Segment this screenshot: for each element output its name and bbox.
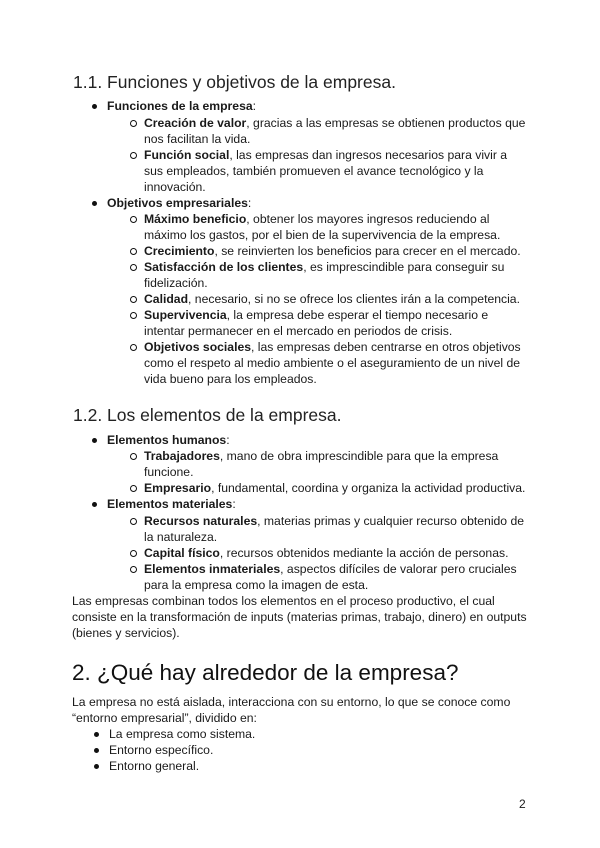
objetivos-item-sociales bbox=[144, 339, 521, 355]
item-text: , obtener los mayores ingresos reduciendo al bbox=[246, 212, 490, 226]
item-continuation: fidelización. bbox=[144, 276, 208, 290]
item-term: Calidad bbox=[144, 292, 189, 306]
item-continuation: máximo los gastos, por el bien de la supervivencia de la empresa. bbox=[144, 228, 501, 242]
item-continuation: como el respeto al medio ambiente o el aseguramiento de un nivel de bbox=[144, 356, 521, 370]
item-text: , la empresa debe esperar el tiempo necesario e bbox=[226, 308, 489, 322]
intro-paragraph-line: “entorno empresarial”, dividido en: bbox=[72, 711, 257, 725]
summary-paragraph-line: (bienes y servicios). bbox=[72, 626, 180, 640]
funciones-label: Funciones de la empresa bbox=[107, 99, 253, 113]
page-number: 2 bbox=[519, 797, 526, 811]
item-term: Objetivos sociales bbox=[144, 340, 252, 354]
item-term: Máximo beneficio bbox=[144, 212, 247, 226]
item-text: , mano de obra imprescindible para que la empresa bbox=[219, 449, 499, 463]
funciones-item-creacion bbox=[144, 115, 525, 131]
item-text: , gracias a las empresas se obtienen productos que bbox=[246, 116, 526, 130]
item-term: Función social bbox=[144, 148, 230, 162]
item-text: , fundamental, coordina y organiza la actividad productiva. bbox=[211, 481, 526, 495]
entorno-list-item: Entorno específico. bbox=[109, 743, 214, 757]
humanos-label: Elementos humanos bbox=[107, 433, 227, 447]
item-text: , se reinvierten los beneficios para crecer en el mercado. bbox=[214, 244, 521, 258]
objetivos-item-satisfaccion bbox=[144, 259, 504, 275]
item-term: Trabajadores bbox=[144, 449, 220, 463]
summary-paragraph-line: Las empresas combinan todos los elementos en el proceso productivo, el cual bbox=[72, 594, 495, 608]
item-term: Creación de valor bbox=[144, 116, 247, 130]
item-text: , las empresas dan ingresos necesarios para vivir a bbox=[229, 148, 508, 162]
entorno-list-item: La empresa como sistema. bbox=[109, 727, 256, 741]
item-term: Supervivencia bbox=[144, 308, 227, 322]
entorno-list-item: Entorno general. bbox=[109, 759, 200, 773]
objetivos-label: Objetivos empresariales bbox=[107, 196, 248, 210]
section-1-1-heading: 1.1. Funciones y objetivos de la empresa. bbox=[73, 72, 396, 92]
item-term: Satisfacción de los clientes bbox=[144, 260, 304, 274]
objetivos-item-supervivencia bbox=[144, 307, 488, 323]
item-term: Elementos inmateriales bbox=[144, 562, 281, 576]
funciones-item-social bbox=[144, 147, 507, 163]
objetivos-item-calidad bbox=[144, 291, 520, 307]
objetivos-bullet: Objetivos empresariales: bbox=[107, 196, 252, 210]
item-term: Recursos naturales bbox=[144, 514, 258, 528]
humanos-item-trabajadores bbox=[144, 448, 498, 464]
objetivos-item-maximo bbox=[144, 211, 489, 227]
item-continuation: funcione. bbox=[144, 465, 194, 479]
summary-paragraph-line: consiste en la transformación de inputs (materias primas, trabajo, dinero) en outputs bbox=[72, 610, 527, 624]
materiales-bullet: Elementos materiales: bbox=[107, 497, 236, 511]
humanos-bullet: Elementos humanos: bbox=[107, 433, 230, 447]
humanos-item-empresario bbox=[144, 480, 525, 496]
materiales-item-capital bbox=[144, 545, 508, 561]
materiales-label: Elementos materiales bbox=[107, 497, 233, 511]
materiales-item-recursos bbox=[144, 513, 524, 529]
item-term: Crecimiento bbox=[144, 244, 215, 258]
item-text: , es imprescindible para conseguir su bbox=[303, 260, 505, 274]
item-continuation: innovación. bbox=[144, 180, 206, 194]
objetivos-item-crecimiento bbox=[144, 243, 521, 259]
item-continuation: la naturaleza. bbox=[144, 530, 218, 544]
section-1-2-heading: 1.2. Los elementos de la empresa. bbox=[73, 405, 342, 425]
item-term: Capital físico bbox=[144, 546, 220, 560]
section-2-heading: 2. ¿Qué hay alrededor de la empresa? bbox=[72, 660, 459, 685]
item-text: , recursos obtenidos mediante la acción de personas. bbox=[219, 546, 509, 560]
item-continuation: nos facilitan la vida. bbox=[144, 132, 251, 146]
intro-paragraph-line: La empresa no está aislada, interacciona con su entorno, lo que se conoce como bbox=[72, 695, 511, 709]
materiales-item-inmateriales bbox=[144, 561, 517, 577]
funciones-bullet: Funciones de la empresa: bbox=[107, 99, 257, 113]
item-text: , las empresas deben centrarse en otros objetivos bbox=[251, 340, 521, 354]
item-text: , aspectos difíciles de valorar pero cruciales bbox=[280, 562, 517, 576]
item-continuation: para la empresa como la imagen de esta. bbox=[144, 578, 369, 592]
item-continuation: sus empleados, también promueven el avance tecnológico y la bbox=[144, 164, 484, 178]
item-continuation: intentar permanecer en el mercado en periodos de crisis. bbox=[144, 324, 453, 338]
item-continuation: vida bueno para los empleados. bbox=[144, 372, 317, 386]
item-term: Empresario bbox=[144, 481, 212, 495]
item-text: , materias primas y cualquier recurso obtenido de bbox=[257, 514, 525, 528]
item-text: , necesario, si no se ofrece los clientes irán a la competencia. bbox=[188, 292, 520, 306]
